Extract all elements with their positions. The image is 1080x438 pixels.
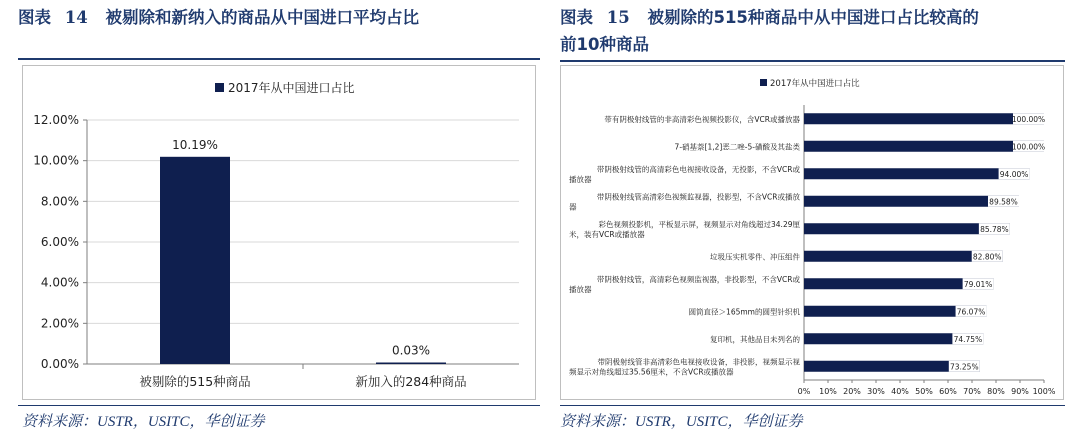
data-label: 76.07% [956, 307, 986, 317]
x-tick-label: 50% [915, 387, 933, 396]
figure-caption: 被剔除和新纳入的商品从中国进口平均占比 [105, 8, 419, 27]
chart-14-frame [22, 65, 536, 400]
x-tick-label: 30% [867, 387, 885, 396]
y-category-label: 带阴极射线管，高清彩色视频监视器，非投影型，不含VCR或 [596, 274, 800, 284]
y-category-label: 垃圾压实机零件、冲压组件 [710, 252, 800, 262]
source-rule-left [18, 405, 540, 406]
chart-15-frame [560, 65, 1064, 400]
source-note-left: 资料来源：USTR，USITC，华创证券 [22, 414, 265, 430]
y-tick-label: 2.00% [40, 316, 79, 331]
y-category-label: 器 [569, 202, 577, 212]
y-category-label: 复印机，其他品目未列名的 [710, 334, 800, 344]
x-tick-label: 10% [819, 387, 837, 396]
x-tick-label: 70% [963, 387, 981, 396]
y-category-label: 播放器 [569, 284, 592, 294]
data-label: 100.00% [1011, 142, 1046, 152]
y-category-label: 带有阴极射线管的非高清彩色视频投影仪，含VCR或播放器 [604, 114, 800, 124]
data-label: 89.58% [989, 197, 1018, 207]
figure-15-title [560, 4, 979, 58]
legend-swatch [760, 79, 767, 86]
chart-15 [561, 66, 1063, 399]
figure-caption: 被剔除的515种商品中从中国进口占比较高的 [647, 8, 979, 27]
x-tick-label: 0% [797, 387, 811, 396]
x-tick-label: 90% [1011, 387, 1029, 396]
bar [160, 157, 230, 364]
data-label: 100.00% [1011, 114, 1046, 124]
y-category-label: 带阴极射线管的高清彩色电视接收设备，无投影，不含VCR或 [596, 164, 800, 174]
bar [804, 196, 1019, 207]
data-label: 82.80% [972, 252, 1002, 262]
y-tick-label: 0.00% [40, 357, 79, 371]
x-tick-label: 40% [891, 387, 909, 396]
data-label: 94.00% [999, 169, 1029, 179]
y-category-label: 带阴极射线管非高清彩色电视接收设备，非投影，视频显示视 [597, 357, 800, 367]
x-category-label: 新加入的284种商品 [355, 374, 467, 389]
y-tick-label: 4.00% [40, 275, 79, 290]
bar [804, 113, 1044, 124]
bar [804, 141, 1044, 152]
x-tick-label: 60% [939, 387, 957, 396]
data-label: 0.03% [391, 343, 431, 358]
x-tick-label: 100% [1032, 387, 1056, 396]
legend-label: 2017年从中国进口占比 [228, 81, 355, 95]
figure-label: 图表 [560, 8, 593, 27]
y-category-label: 带阴极射线管高清彩色视频监视器，投影型，不含VCR或播放 [596, 192, 800, 202]
y-category-label: 频显示对角线超过35.56厘米，不含VCR或播放器 [569, 367, 734, 377]
x-tick-label: 20% [843, 387, 861, 396]
y-tick-label: 8.00% [40, 194, 79, 209]
legend-swatch [215, 83, 224, 92]
bar [376, 363, 446, 365]
legend-label: 2017年从中国进口占比 [770, 79, 860, 89]
x-tick-label: 80% [987, 387, 1005, 396]
x-category-label: 被剔除的515种商品 [139, 374, 251, 389]
figure-15-title-line1 [560, 4, 979, 31]
data-label: 85.78% [980, 224, 1009, 234]
bar [804, 168, 1030, 179]
y-category-label: 圆筒直径＞165mm的圆型针织机 [688, 307, 800, 317]
title-rule-right [560, 60, 1065, 62]
source-rule-right [560, 405, 1065, 406]
y-category-label: 7-硝基萘[1,2]恶二唑-5-磺酸及其盐类 [674, 142, 800, 152]
y-category-label: 彩色视频投影机，平板显示屏，视频显示对角线超过34.29厘 [598, 219, 800, 229]
y-category-label: 米，装有VCR或播放器 [569, 229, 645, 239]
y-tick-label: 10.00% [33, 153, 79, 168]
y-category-label: 播放器 [569, 174, 592, 184]
y-tick-label: 6.00% [40, 235, 79, 249]
figure-number: 15 [606, 8, 630, 27]
data-label: 73.25% [949, 362, 979, 372]
data-label: 74.75% [953, 334, 983, 344]
figure-label: 图表 [18, 8, 51, 27]
title-rule-left [18, 58, 540, 60]
figure-caption-line2: 前10种商品 [560, 35, 649, 54]
y-tick-label: 12.00% [33, 113, 79, 127]
figure-14-title [18, 4, 419, 31]
chart-14 [23, 66, 535, 399]
figure-number: 14 [64, 8, 88, 27]
data-label: 79.01% [963, 279, 993, 289]
data-label: 10.19% [172, 137, 218, 152]
source-note-right: 资料来源：USTR，USITC，华创证券 [560, 414, 803, 430]
